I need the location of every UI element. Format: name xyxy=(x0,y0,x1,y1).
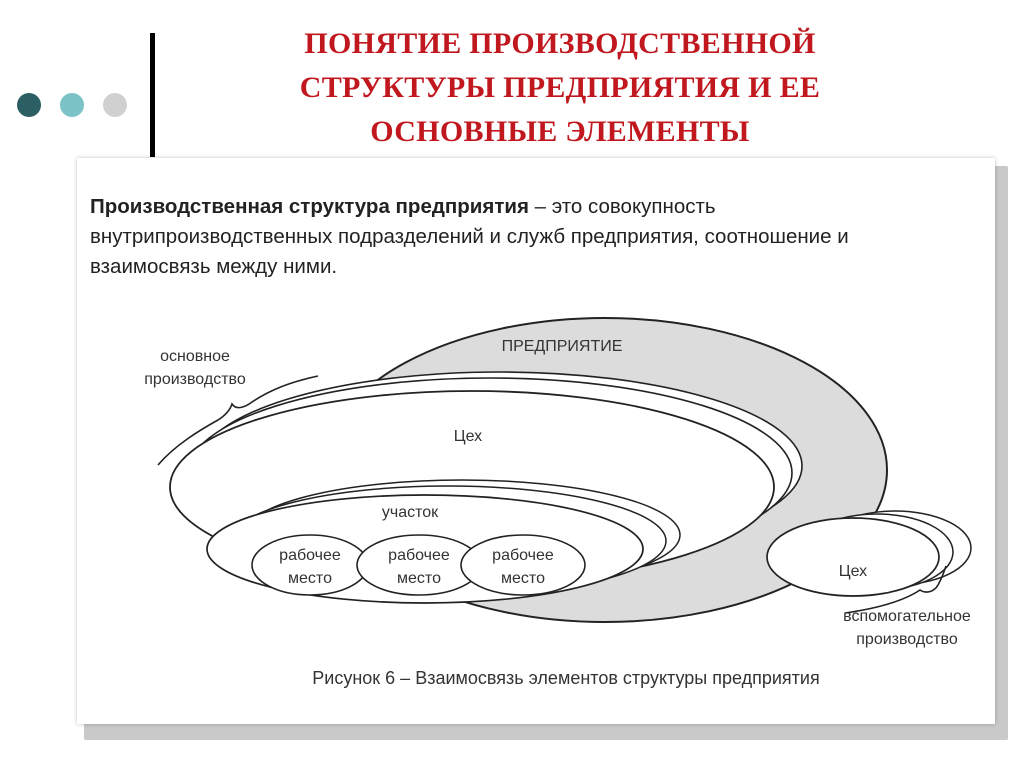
workplace-3-line-2: место xyxy=(501,570,545,587)
aux-production-line-1: вспомогательное xyxy=(843,608,971,625)
workplace-2-line-1: рабочее xyxy=(388,547,450,564)
enterprise-label: ПРЕДПРИЯТИЕ xyxy=(501,338,623,355)
section-label: участок xyxy=(381,504,439,521)
aux-production-line-2: производство xyxy=(856,631,958,648)
workplace-3-line-1: рабочее xyxy=(492,547,554,564)
definition-rest: – это совокупность внутрипроизводственных подразделений и служб предприятия, соотношение и взаимосвязь между ними. xyxy=(90,195,849,278)
main-production-line-2: производство xyxy=(144,371,246,388)
title-line-2: СТРУКТУРЫ ПРЕДПРИЯТИЯ И ЕЕ xyxy=(299,71,821,104)
definition-term: Производственная структура предприятия xyxy=(90,195,529,218)
title-line-1: ПОНЯТИЕ ПРОИЗВОДСТВЕННОЙ xyxy=(304,27,816,60)
workplace-1-line-1: рабочее xyxy=(279,547,341,564)
main-production-line-1: основное xyxy=(160,348,230,365)
workplace-2-line-2: место xyxy=(397,570,441,587)
aux-shop-ellipse xyxy=(767,518,939,596)
shop-label: Цех xyxy=(453,428,483,445)
workplace-1-line-2: место xyxy=(288,570,332,587)
title-line-3: ОСНОВНЫЕ ЭЛЕМЕНТЫ xyxy=(370,115,750,148)
aux-shop-label: Цех xyxy=(838,563,868,580)
figure-caption: Рисунок 6 – Взаимосвязь элементов структуры предприятия xyxy=(312,668,820,688)
